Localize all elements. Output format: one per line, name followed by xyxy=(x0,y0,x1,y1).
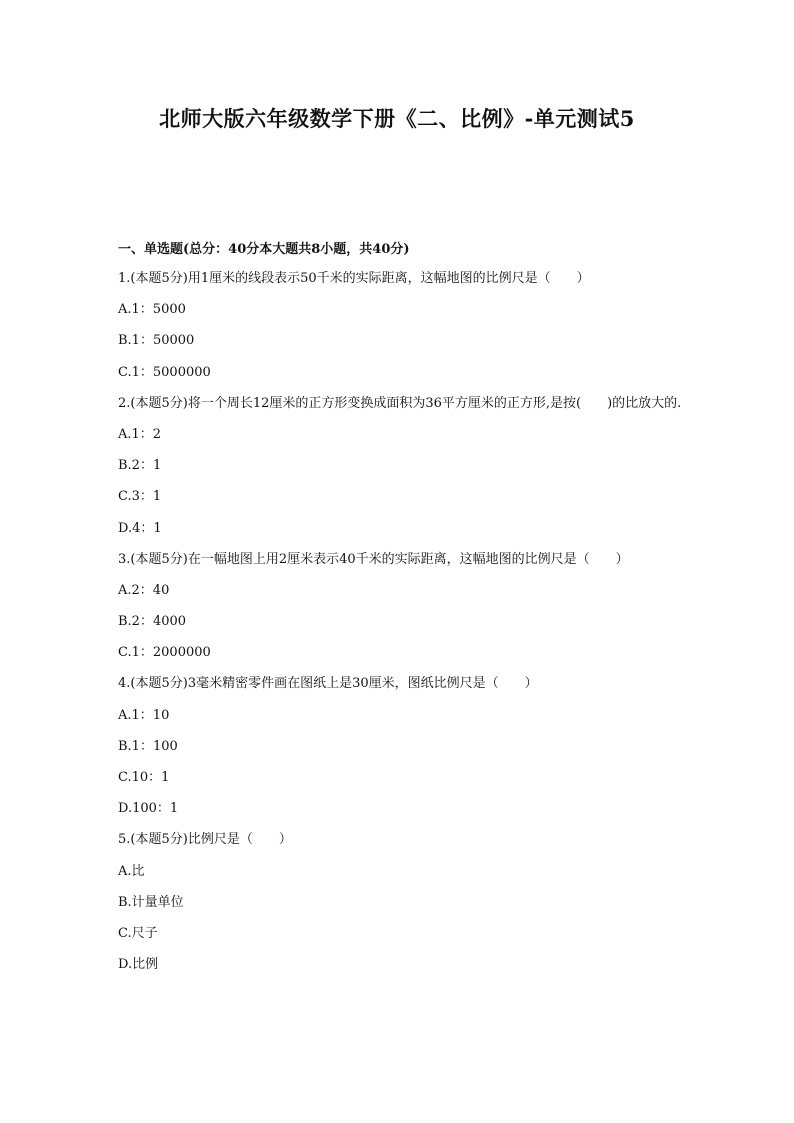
question-stem: 4.(本题5分)3毫米精密零件画在图纸上是30厘米，图纸比例尺是（ ） xyxy=(118,676,538,692)
answer-option: C.10：1 xyxy=(118,770,170,786)
answer-option: A.1：5000 xyxy=(118,302,186,318)
answer-option: B.2：4000 xyxy=(118,614,187,630)
answer-option: C.尺子 xyxy=(118,925,158,941)
question-1 xyxy=(118,270,698,395)
answer-option: D.4：1 xyxy=(118,520,162,536)
question-stem: 2.(本题5分)将一个周长12厘米的正方形变换成面积为36平方厘米的正方形,是按( )的比放大的. xyxy=(118,396,682,412)
answer-option: B.计量单位 xyxy=(118,894,184,910)
question-stem: 1.(本题5分)用1厘米的线段表示50千米的实际距离，这幅地图的比例尺是（ ） xyxy=(118,271,590,286)
answer-option: C.1：2000000 xyxy=(118,645,211,661)
question-5 xyxy=(118,831,698,987)
answer-option: D.100：1 xyxy=(118,801,179,817)
answer-option: A.1：10 xyxy=(118,707,170,723)
question-3 xyxy=(118,551,698,676)
section-heading: 一、单选题(总分：40分本大题共8小题，共40分) xyxy=(118,242,410,257)
answer-option: B.1：100 xyxy=(118,738,178,754)
answer-option: A.比 xyxy=(118,863,145,879)
document-title: 北师大版六年级数学下册《二、比例》-单元测试5 xyxy=(159,106,635,131)
question-stem: 5.(本题5分)比例尺是（ ） xyxy=(118,832,292,848)
answer-option: C.3：1 xyxy=(118,489,162,505)
question-4 xyxy=(118,675,698,831)
answer-option: C.1：5000000 xyxy=(118,364,211,380)
answer-option: A.1：2 xyxy=(118,426,162,442)
answer-option: A.2：40 xyxy=(118,582,170,598)
answer-option: B.2：1 xyxy=(118,458,162,474)
answer-option: D.比例 xyxy=(118,957,159,973)
question-stem: 3.(本题5分)在一幅地图上用2厘米表示40千米的实际距离，这幅地图的比例尺是（ ） xyxy=(118,551,629,567)
question-list xyxy=(118,270,698,987)
answer-option: B.1：50000 xyxy=(118,333,195,349)
question-2 xyxy=(118,388,698,551)
